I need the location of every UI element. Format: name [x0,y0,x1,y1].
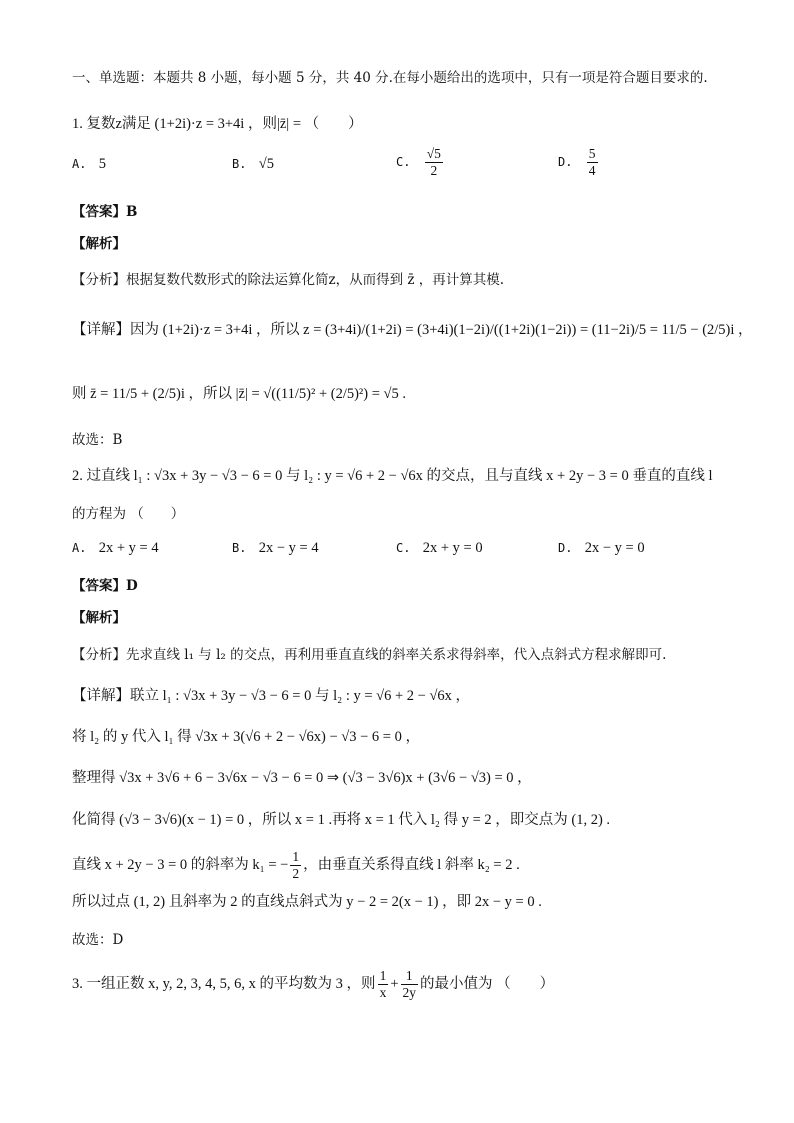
q2-detail-2: 将 l₂ 的 y 代入 l₁ 得 √3x + 3(√6 + 2 − √6x) − √3 − 6 = 0 ， [72,729,420,745]
q3-stem [72,964,554,1004]
q3-stem-after: 的最小值为 （ ） [420,976,555,992]
fraction-numerator: 1 [292,849,300,865]
q1-choice-c [396,146,445,179]
q1-analysis-label: 【解析】 [72,236,126,252]
q2-choice-b [232,540,319,557]
choice-fraction [587,146,598,179]
q1-detail-2: 则 z̄ = 11/5 + (2/5)i ，所以 |z̄| = √((11/5)² + (2/5)²) = √5 . [72,386,406,402]
q2-detail-4: 化简得 (√3 − 3√6)(x − 1) = 0 ，所以 x = 1 .再将 x = 1 代入 l₂ 得 y = 2 ，即交点为 (1, 2) . [72,812,611,828]
q2-detail-3: 整理得 √3x + 3√6 + 6 − 3√6x − √3 − 6 = 0 ⇒ (√3 − 3√6)x + (3√6 − √3) = 0 ， [72,770,532,786]
fraction-numerator: 5 [588,146,596,161]
fraction-numerator: 1 [405,968,413,984]
q2-choice-a [72,540,159,557]
q2-fenxi: 【分析】先求直线 l₁ 与 l₂ 的交点，再利用垂直直线的斜率关系求得斜率，代入点斜式方程求解即可. [72,647,667,663]
q2-detail-5 [72,846,520,884]
choice-value: 2x + y = 4 [98,540,159,556]
q2-choice-c [396,540,483,557]
q2-detail-5-before: 直线 x + 2y − 3 = 0 的斜率为 k₁ = − [72,857,289,873]
q1-choice-a [72,156,106,173]
q1-choice-d [558,146,600,179]
fraction-numerator: 1 [379,968,387,984]
q1-conclusion: 故选：B [72,432,123,448]
q1-choice-b [232,156,274,173]
choice-letter: A. [72,541,87,555]
fraction-denominator: 4 [588,163,596,178]
choice-letter: B. [232,541,247,555]
q1-stem: 1. 复数z满足 (1+2i)·z = 3+4i ，则|z̄| = （ ） [72,116,363,132]
q1-answer: 【答案】B [72,204,138,220]
q3-fraction-2 [401,968,419,1001]
choice-letter: D. [558,541,573,555]
q2-detail-5-after: ，由垂直关系得直线 l 斜率 k₂ = 2 . [303,857,520,873]
choice-value: 2x − y = 0 [584,540,645,556]
q2-choice-d [558,540,645,557]
q2-stem-1: 2. 过直线 l₁ : √3x + 3y − √3 − 6 = 0 与 l₂ : y = √6 + 2 − √6x 的交点，且与直线 x + 2y − 3 = 0 垂直的直线 l [72,468,713,484]
q3-stem-before: 3. 一组正数 x, y, 2, 3, 4, 5, 6, x 的平均数为 3 ，则 [72,976,376,992]
choice-letter: C. [396,541,411,555]
q1-fenxi: 【分析】根据复数代数形式的除法运算化简z，从而得到 z̄ ，再计算其模. [72,272,505,288]
choice-value: √5 [258,156,274,172]
choice-fraction [425,146,443,179]
q2-detail-6: 所以过点 (1, 2) 且斜率为 2 的直线点斜式为 y − 2 = 2(x − 1) ，即 2x − y = 0 . [72,894,542,910]
fraction-denominator: 2y [402,985,416,1001]
fraction-denominator: 2 [425,162,443,179]
choice-letter: A. [72,157,87,171]
q2-answer: 【答案】D [72,578,138,594]
choice-value: 2x + y = 0 [422,540,483,556]
section-header: 一、单选题：本题共 8 小题，每小题 5 分，共 40 分.在每小题给出的选项中，只有一项是符合题目要求的. [72,70,708,86]
choice-value: 2x − y = 4 [258,540,319,556]
q2-analysis-label: 【解析】 [72,610,126,626]
q1-choices [72,146,732,186]
q2-conclusion: 故选：D [72,932,124,948]
fraction-numerator: √5 [426,146,441,161]
choice-letter: B. [232,157,247,171]
q2-slope-fraction [290,849,301,882]
fraction-denominator: 2 [292,866,300,882]
q2-choices [72,540,732,580]
choice-letter: C. [396,155,411,169]
choice-value: 5 [98,156,106,172]
q2-stem-2: 的方程为 （ ） [72,506,185,522]
q3-fraction-1 [378,968,389,1001]
fraction-denominator: x [379,985,387,1001]
choice-letter: D. [558,155,573,169]
plus-sign: + [390,976,399,992]
q2-detail-1: 【详解】联立 l₁ : √3x + 3y − √3 − 6 = 0 与 l₂ : y = √6 + 2 − √6x ， [72,688,471,704]
q1-detail-1: 【详解】因为 (1+2i)·z = 3+4i ，所以 z = (3+4i)/(1+2i) = (3+4i)(1−2i)/((1+2i)(1−2i)) = (11−2i)/5 = 11/5 − (2/5)i ， [72,322,753,338]
